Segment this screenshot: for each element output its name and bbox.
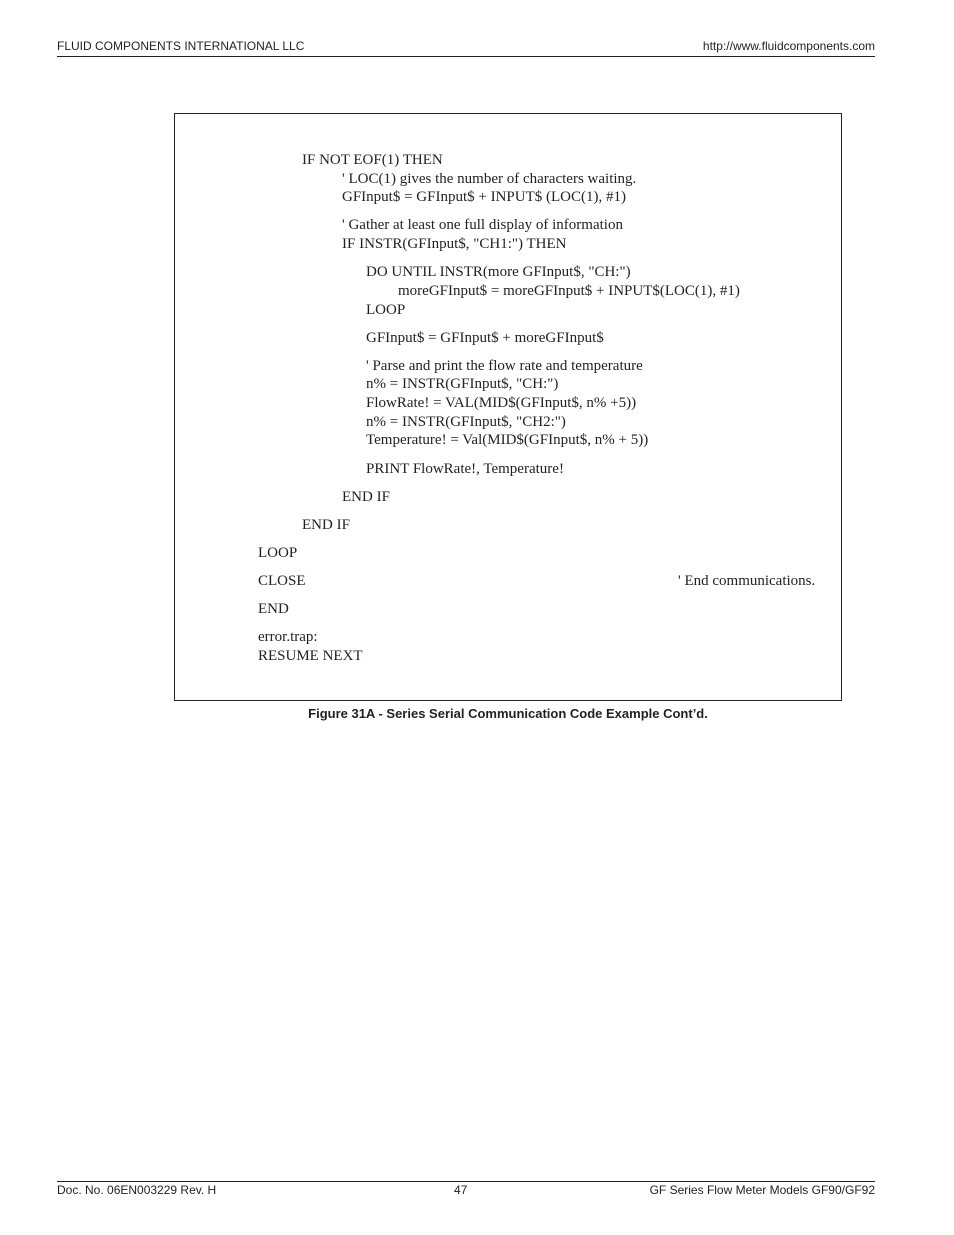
code-line: Temperature! = Val(MID$(GFInput$, n% + 5)) [366, 432, 649, 448]
footer-page-number: 47 [454, 1183, 468, 1197]
code-line: DO UNTIL INSTR(more GFInput$, "CH:") [366, 264, 631, 280]
code-line: n% = INSTR(GFInput$, "CH2:") [366, 414, 566, 430]
code-line: GFInput$ = GFInput$ + INPUT$ (LOC(1), #1) [342, 189, 626, 205]
code-line: RESUME NEXT [258, 648, 363, 664]
code-line: CLOSE [258, 573, 306, 589]
header-url[interactable]: http://www.fluidcomponents.com [702, 39, 875, 53]
code-line: PRINT FlowRate!, Temperature! [366, 461, 564, 477]
code-line: ' Parse and print the flow rate and temperature [366, 358, 643, 374]
code-line: error.trap: [258, 629, 318, 645]
code-line: END [258, 601, 289, 617]
code-line: IF NOT EOF(1) THEN [302, 152, 443, 168]
footer-product-name: GF Series Flow Meter Models GF90/GF92 [649, 1183, 875, 1197]
figure-caption: Figure 31A - Series Serial Communication Code Example Cont’d. [308, 706, 708, 721]
code-line: LOOP [366, 302, 406, 318]
code-line: moreGFInput$ = moreGFInput$ + INPUT$(LOC(1), #1) [398, 283, 740, 299]
code-line: ' LOC(1) gives the number of characters waiting. [342, 171, 637, 187]
code-line: GFInput$ = GFInput$ + moreGFInput$ [366, 330, 604, 346]
header-company-name: FLUID COMPONENTS INTERNATIONAL LLC [57, 39, 305, 53]
code-line: END IF [302, 517, 350, 533]
code-line: FlowRate! = VAL(MID$(GFInput$, n% +5)) [366, 395, 637, 411]
code-line: n% = INSTR(GFInput$, "CH:") [366, 376, 559, 392]
code-line: LOOP [258, 545, 298, 561]
footer-divider [57, 1181, 875, 1182]
code-line: IF INSTR(GFInput$, "CH1:") THEN [342, 236, 567, 252]
code-line: ' Gather at least one full display of information [342, 217, 623, 233]
code-comment: ' End communications. [678, 573, 816, 589]
code-line: END IF [342, 489, 390, 505]
footer-doc-number: Doc. No. 06EN003229 Rev. H [57, 1183, 217, 1197]
header-divider [57, 56, 875, 57]
